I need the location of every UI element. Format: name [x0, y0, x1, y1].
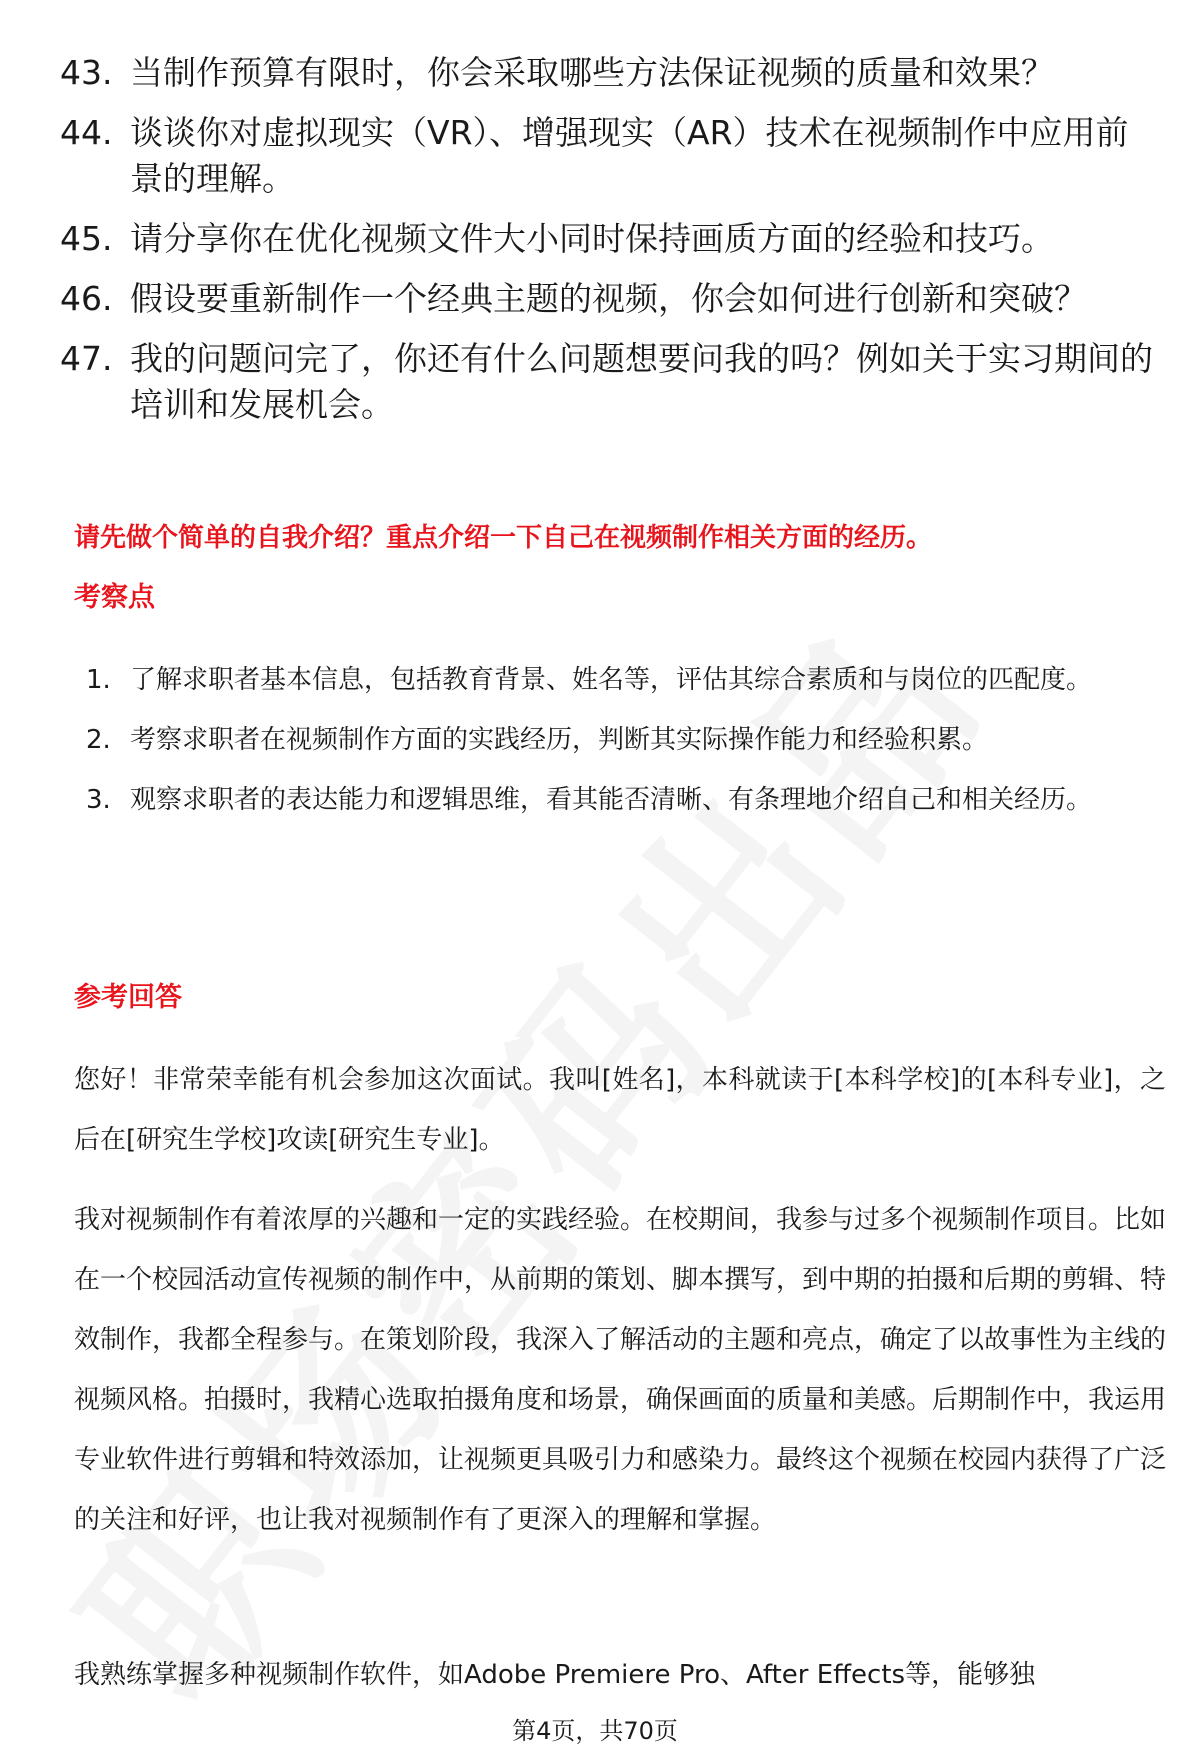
question-item — [60, 110, 1155, 202]
answer-paragraph: 您好！非常荣幸能有机会参加这次面试。我叫[姓名]，本科就读于[本科学校]的[本科专业]，之后在[研究生学校]攻读[研究生专业]。 — [74, 1065, 1166, 1155]
exam-point-item — [86, 770, 1166, 830]
exam-points-heading: 考察点 — [74, 582, 155, 613]
question-text: 假设要重新制作一个经典主题的视频，你会如何进行创新和突破？ — [130, 279, 1087, 318]
highlight-question: 请先做个简单的自我介绍？重点介绍一下自己在视频制作相关方面的经历。 — [74, 523, 933, 553]
reference-answer-heading: 参考回答 — [74, 982, 182, 1013]
question-item — [60, 216, 1155, 262]
exam-point-text: 观察求职者的表达能力和逻辑思维，看其能否清晰、有条理地介绍自己和相关经历。 — [130, 785, 1093, 815]
question-text: 请分享你在优化视频文件大小同时保持画质方面的经验和技巧。 — [130, 219, 1054, 258]
exam-points-list — [86, 650, 1166, 830]
exam-point-text: 了解求职者基本信息，包括教育背景、姓名等，评估其综合素质和与岗位的匹配度。 — [130, 665, 1093, 695]
question-number: 47. — [60, 339, 113, 378]
question-number: 45. — [60, 219, 113, 258]
question-number: 46. — [60, 279, 113, 318]
question-number: 43. — [60, 53, 113, 92]
question-text: 谈谈你对虚拟现实（VR）、增强现实（AR）技术在视频制作中应用前景的理解。 — [130, 113, 1129, 198]
question-number: 44. — [60, 113, 113, 152]
question-text: 我的问题问完了，你还有什么问题想要问我的吗？例如关于实习期间的培训和发展机会。 — [130, 339, 1153, 424]
question-item — [60, 50, 1155, 96]
exam-point-number: 3. — [86, 785, 111, 815]
exam-point-item — [86, 710, 1166, 770]
exam-point-item — [86, 650, 1166, 710]
page-footer: 第4页，共70页 — [512, 1717, 678, 1745]
exam-point-text: 考察求职者在视频制作方面的实践经历，判断其实际操作能力和经验积累。 — [130, 725, 989, 755]
question-text: 当制作预算有限时，你会采取哪些方法保证视频的质量和效果？ — [130, 53, 1054, 92]
question-list — [60, 50, 1155, 442]
exam-point-number: 2. — [86, 725, 111, 755]
exam-point-number: 1. — [86, 665, 111, 695]
answer-paragraph: 我对视频制作有着浓厚的兴趣和一定的实践经验。在校期间，我参与过多个视频制作项目。比如在一个校园活动宣传视频的制作中，从前期的策划、脚本撰写，到中期的拍摄和后期的剪辑、特效制作，我都全程参与。在策划阶段，我深入了解活动的主题和亮点，确定了以故事性为主线的视频风格。拍摄时，我精心选取拍摄角度和场景，确保画面的质量和美感。后期制作中，我运用专业软件进行剪辑和特效添加，让视频更具吸引力和感染力。最终这个视频在校园内获得了广泛的关注和好评，也让我对视频制作有了更深入的理解和掌握。 — [74, 1205, 1167, 1535]
question-item — [60, 276, 1155, 322]
question-item — [60, 336, 1155, 428]
answer-paragraph: 我熟练掌握多种视频制作软件，如Adobe Premiere Pro、After Effects等，能够独 — [74, 1660, 1036, 1690]
